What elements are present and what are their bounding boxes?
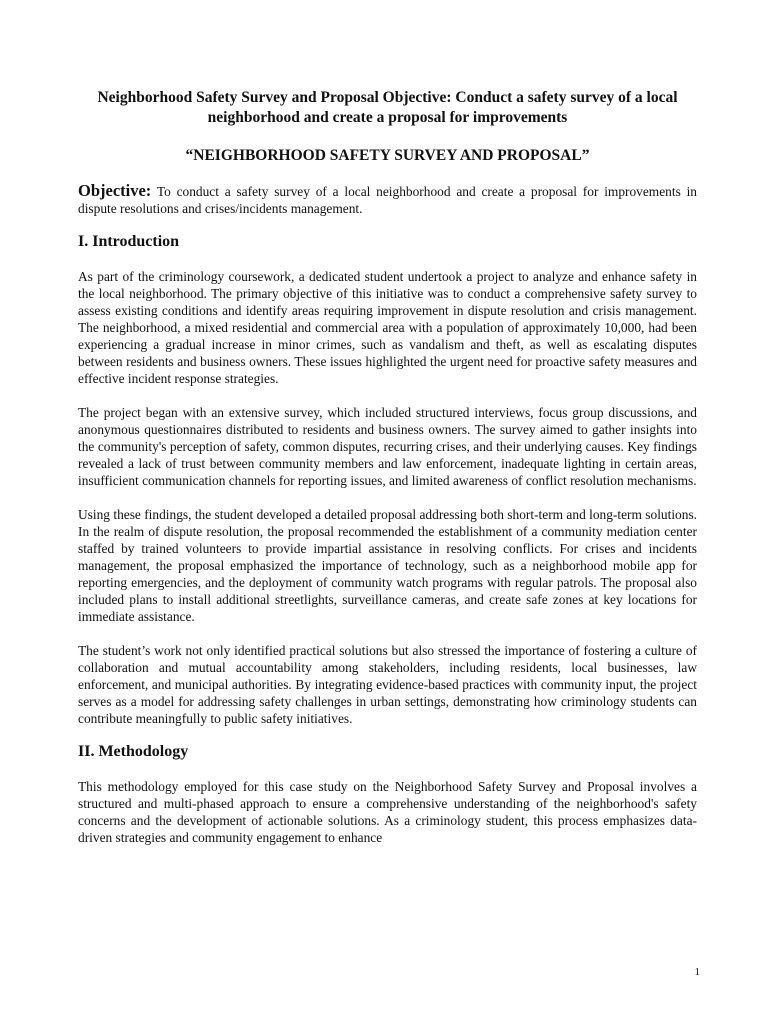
section-heading-methodology: II. Methodology bbox=[78, 743, 189, 760]
objective-label: Objective: bbox=[78, 181, 152, 200]
objective-paragraph bbox=[78, 182, 697, 217]
introduction-paragraph-1: As part of the criminology coursework, a dedicated student undertook a project to analyze and enhance safety in the local neighborhood. The primary objective of this initiative was to conduct a comprehensive safety survey to assess existing conditions and identify areas requiring improvement in dispute resolution and crisis management. The neighborhood, a mixed residential and commercial area with a population of approximately 10,000, had been experiencing a gradual increase in minor crimes, such as vandalism and theft, as well as escalating disputes between residents and business owners. These issues highlighted the urgent need for proactive safety measures and effective incident response strategies. bbox=[78, 269, 697, 386]
page-content bbox=[78, 88, 697, 846]
introduction-paragraph-3: Using these findings, the student developed a detailed proposal addressing both short-term and long-term solutions. In the realm of dispute resolution, the proposal recommended the establishment of a community mediation center staffed by trained volunteers to provide impartial assistance in resolving conflicts. For crises and incidents management, the proposal emphasized the importance of technology, such as a neighborhood mobile app for reporting emergencies, and the deployment of community watch programs with regular patrols. The proposal also included plans to install additional streetlights, surveillance cameras, and create safe zones at key locations for immediate assistance. bbox=[78, 507, 697, 624]
section-heading-introduction: I. Introduction bbox=[78, 233, 180, 250]
page-number: 1 bbox=[694, 966, 700, 978]
document-title: Neighborhood Safety Survey and Proposal Objective: Conduct a safety survey of a local neighborhood and create a proposal for improvements bbox=[97, 89, 678, 126]
document-subtitle: “NEIGHBORHOOD SAFETY SURVEY AND PROPOSAL” bbox=[185, 147, 590, 164]
objective-text: To conduct a safety survey of a local neighborhood and create a proposal for improvements in dispute resolutions and crises/incidents management. bbox=[78, 184, 697, 216]
introduction-paragraph-2: The project began with an extensive survey, which included structured interviews, focus group discussions, and anonymous questionnaires distributed to residents and business owners. The survey aimed to gather insights into the community's perception of safety, common disputes, recurring crises, and their underlying causes. Key findings revealed a lack of trust between community members and law enforcement, inadequate lighting in certain areas, insufficient communication channels for reporting issues, and limited awareness of conflict resolution mechanisms. bbox=[78, 405, 697, 488]
methodology-paragraph-1: This methodology employed for this case study on the Neighborhood Safety Survey and Proposal involves a structured and multi-phased approach to ensure a comprehensive understanding of the neighborhood's safety concerns and the development of actionable solutions. As a criminology student, this process emphasizes data-driven strategies and community engagement to enhance bbox=[78, 779, 697, 845]
introduction-paragraph-4: The student’s work not only identified practical solutions but also stressed the importance of fostering a culture of collaboration and mutual accountability among stakeholders, including residents, local businesses, law enforcement, and municipal authorities. By integrating evidence-based practices with community input, the project serves as a model for addressing safety challenges in urban settings, demonstrating how criminology students can contribute meaningfully to public safety initiatives. bbox=[78, 643, 697, 726]
